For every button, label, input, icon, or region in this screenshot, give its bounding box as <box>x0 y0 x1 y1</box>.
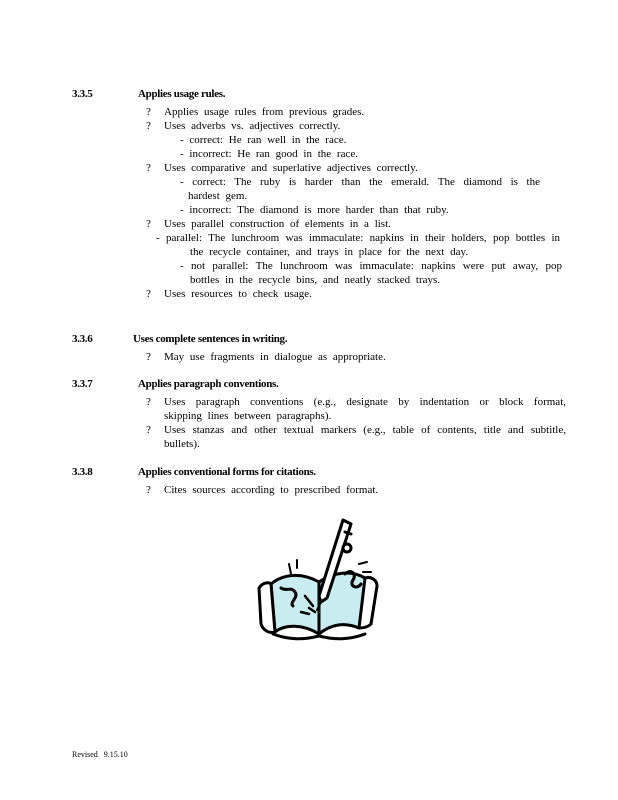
bullet-item <box>72 217 572 231</box>
bullet-item <box>72 119 572 133</box>
section-heading <box>72 333 572 349</box>
bullet-item <box>72 287 572 301</box>
bullet-text: Uses comparative and superlative adjectives correctly. <box>164 162 418 174</box>
example-line: - correct: He ran well in the race. <box>180 134 347 146</box>
section-heading <box>72 88 572 104</box>
bullet-text: Cites sources according to prescribed format. <box>164 484 379 496</box>
bullet-marker: ? <box>146 351 151 363</box>
section-title: Uses complete sentences in writing. <box>133 333 288 345</box>
section-number: 3.3.5 <box>72 88 93 100</box>
bullet-marker: ? <box>146 106 151 118</box>
bullet-text: Uses resources to check usage. <box>164 288 312 300</box>
section-3-3-7 <box>72 378 572 451</box>
section-number: 3.3.8 <box>72 466 93 478</box>
section-title: Applies conventional forms for citations. <box>138 466 316 478</box>
section-3-3-8 <box>72 466 572 497</box>
section-title: Applies usage rules. <box>138 88 226 100</box>
bullet-text: Uses paragraph conventions (e.g., designate by indentation or block format, skipping lines between paragraphs). <box>164 396 566 422</box>
revised-date: Revised 9.15.10 <box>72 750 128 759</box>
section-number: 3.3.6 <box>72 333 93 345</box>
bullet-item <box>72 161 572 175</box>
bullet-marker: ? <box>146 288 151 300</box>
bullet-marker: ? <box>146 162 151 174</box>
section-heading <box>72 466 572 482</box>
bullet-item <box>72 395 572 423</box>
section-3-3-5 <box>72 88 572 301</box>
section-heading <box>72 378 572 394</box>
example-line: - correct: The ruby is harder than the emerald. The diamond is the hardest gem. <box>180 176 540 202</box>
example-line: - incorrect: He ran good in the race. <box>180 148 358 160</box>
section-number: 3.3.7 <box>72 378 93 390</box>
bullet-text: Uses stanzas and other textual markers (e.g., table of contents, title and subtitle, bullets). <box>164 424 566 450</box>
bullet-marker: ? <box>146 396 151 408</box>
example-line: - incorrect: The diamond is more harder than that ruby. <box>180 204 449 216</box>
bullet-item <box>72 483 572 497</box>
bullet-marker: ? <box>146 120 151 132</box>
example-line: - parallel: The lunchroom was immaculate: napkins in their holders, pop bottles in the recycle container, and trays in place for the next day. <box>156 232 560 258</box>
section-title: Applies paragraph conventions. <box>138 378 279 390</box>
bullet-marker: ? <box>146 218 151 230</box>
bullet-marker: ? <box>146 484 151 496</box>
section-3-3-6 <box>72 333 572 364</box>
bullet-text: Uses parallel construction of elements in a list. <box>164 218 391 230</box>
bullet-text: Applies usage rules from previous grades. <box>164 106 365 118</box>
book-and-pen-icon <box>253 512 383 647</box>
bullet-text: May use fragments in dialogue as appropriate. <box>164 351 386 363</box>
bullet-marker: ? <box>146 424 151 436</box>
bullet-item <box>72 423 572 451</box>
bullet-item <box>72 105 572 119</box>
bullet-text: Uses adverbs vs. adjectives correctly. <box>164 120 341 132</box>
example-line: - not parallel: The lunchroom was immaculate: napkins were put away, pop bottles in the recycle bins, and neatly stacked trays. <box>180 260 562 286</box>
bullet-item <box>72 350 572 364</box>
